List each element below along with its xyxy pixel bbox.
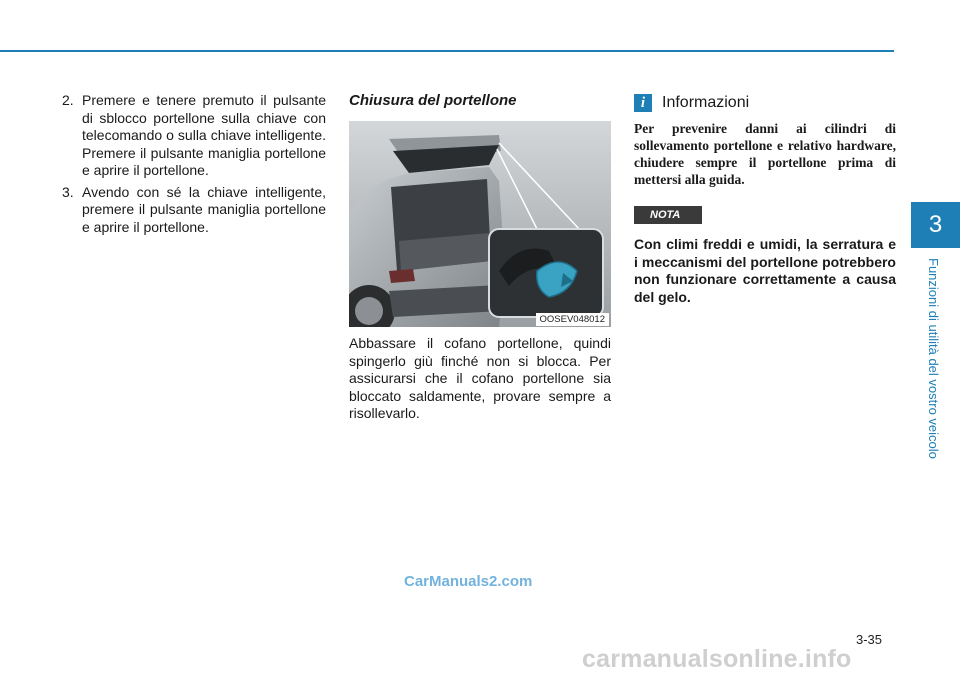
chapter-number: 3 bbox=[928, 211, 943, 238]
page-number: 3-35 bbox=[856, 632, 883, 647]
footer-watermark: carmanualsonline.info bbox=[582, 645, 852, 673]
info-header bbox=[634, 94, 896, 112]
list-item bbox=[62, 92, 326, 180]
step-text: Premere e tenere premuto il pulsante di sblocco portellone sulla chiave con telecomando o sulla chiave intelligente. Premere il pulsante maniglia portellone e aprire il portellone. bbox=[82, 92, 326, 178]
list-item bbox=[62, 184, 326, 237]
tailgate-illustration bbox=[349, 121, 611, 327]
chapter-tab bbox=[911, 202, 960, 248]
chapter-title-vertical: Funzioni di utilità del vostro veicolo bbox=[926, 258, 941, 459]
watermark-link[interactable]: CarManuals2.com bbox=[404, 573, 533, 590]
info-text: Per prevenire danni ai cilindri di sollevamento portellone e relativo hardware, chiudere sempre il portellone prima di mettersi alla guida. bbox=[634, 121, 896, 187]
closing-column bbox=[349, 92, 611, 423]
steps-list bbox=[62, 92, 326, 236]
closing-text: Abbassare il cofano portellone, quindi spingerlo giù finché non si blocca. Per assicurarsi che il cofano portellone sia bloccato saldamente, provare sempre a risollevarlo. bbox=[349, 335, 611, 421]
nota-badge: NOTA bbox=[634, 206, 702, 224]
figure-code: OOSEV048012 bbox=[536, 313, 610, 326]
info-title: Informazioni bbox=[662, 94, 750, 111]
section-title: Chiusura del portellone bbox=[349, 92, 517, 109]
info-column bbox=[634, 94, 896, 306]
nota-text: Con climi freddi e umidi, la serratura e i meccanismi del portellone potrebbero non funzionare correttamente a causa del gelo. bbox=[634, 236, 896, 305]
step-text: Avendo con sé la chiave intelligente, premere il pulsante maniglia portellone e aprire il portellone. bbox=[82, 183, 326, 235]
tailgate-figure bbox=[349, 121, 611, 327]
header-rule bbox=[0, 50, 894, 52]
steps-column bbox=[62, 92, 326, 240]
step-number: 2. bbox=[62, 92, 74, 108]
info-icon: i bbox=[634, 94, 652, 112]
step-number: 3. bbox=[62, 183, 74, 200]
